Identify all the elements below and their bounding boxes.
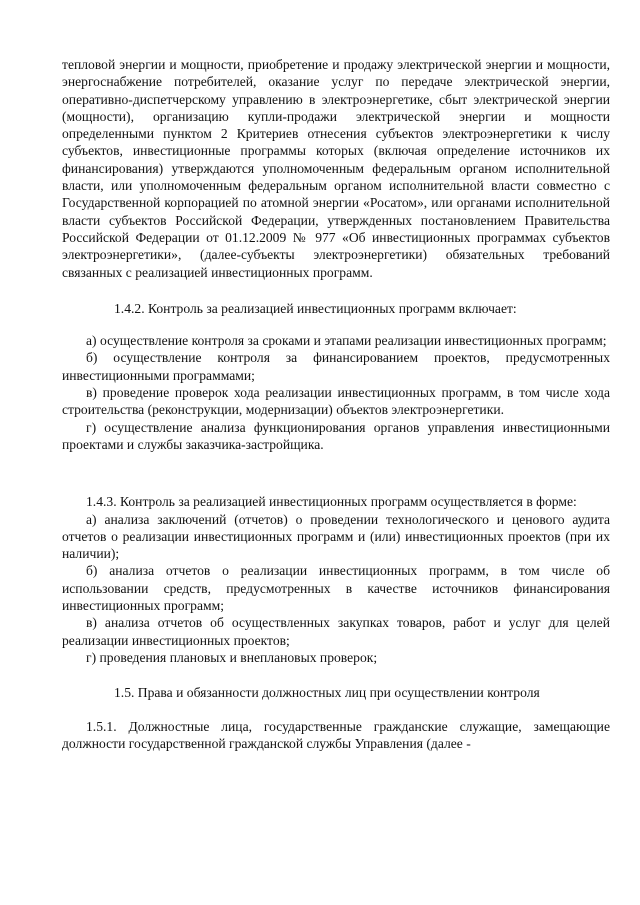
section-1-4-3-item-v: в) анализа отчетов об осуществленных закупках товаров, работ и услуг для целей реализации инвестиционных проектов; [62, 615, 610, 648]
section-1-5-heading: 1.5. Права и обязанности должностных лиц при осуществлении контроля [114, 685, 540, 701]
section-1-4-2-heading: 1.4.2. Контроль за реализацией инвестиционных программ включает: [114, 300, 517, 316]
section-1-4-2-item-g: г) осуществление анализа функционирования органов управления инвестиционными проектами и службы заказчика-застройщика. [62, 419, 610, 452]
document-page [62, 56, 610, 752]
section-1-5-1-paragraph: 1.5.1. Должностные лица, государственные гражданские служащие, замещающие должности государственной гражданской службы Управления (далее - [62, 718, 610, 751]
section-1-4-2-item-a: а) осуществление контроля за сроками и этапами реализации инвестиционных программ; [86, 333, 607, 349]
section-1-4-2-item-v: в) проведение проверок хода реализации инвестиционных программ, в том числе хода строительства (реконструкции, модернизации) объектов электроэнергетики. [62, 385, 610, 418]
section-1-4-2-item-b: б) осуществление контроля за финансированием проектов, предусмотренных инвестиционными программами; [62, 350, 610, 383]
section-1-4-3-item-b: б) анализа отчетов о реализации инвестиционных программ, в том числе об использовании средств, предусмотренных в качестве источников финансирования инвестиционных программ; [62, 563, 610, 614]
section-1-4-3-heading: 1.4.3. Контроль за реализацией инвестиционных программ осуществляется в форме: [86, 494, 577, 510]
section-1-4-3-item-a: а) анализа заключений (отчетов) о проведении технологического и ценового аудита отчетов о реализации инвестиционных программ и (или) инвестиционных проектов (при их наличии); [62, 511, 610, 562]
intro-paragraph: тепловой энергии и мощности, приобретение и продажу электрической энергии и мощности, энергоснабжение потребителей, оказание услуг по передаче электрической энергии, оперативно-диспетчерскому управлению в электроэнергетике, сбыт электрической энергии (мощности), организацию купли-продажи электрической энергии и мощности определенными пунктом 2 Критериев отнесения субъектов электроэнергетики к числу субъектов, инвестиционные программы которых (включая определение источников их финансирования) утверждаются уполномоченным федеральным органом исполнительной власти, или уполномоченным федеральным органом исполнительной власти совместно с Государственной корпорацией по атомной энергии «Росатом», или органами исполнительной власти субъектов Российской Федерации, утвержденных постановлением Правительства Российской Федерации от 01.12.2009 № 977 «Об инвестиционных программах субъектов электроэнергетики», (далее-субъекты электроэнергетики) обязательных требований связанных с реализацией инвестиционных программ. [62, 57, 610, 280]
section-1-4-3-item-g: г) проведения плановых и внеплановых проверок; [86, 649, 378, 665]
